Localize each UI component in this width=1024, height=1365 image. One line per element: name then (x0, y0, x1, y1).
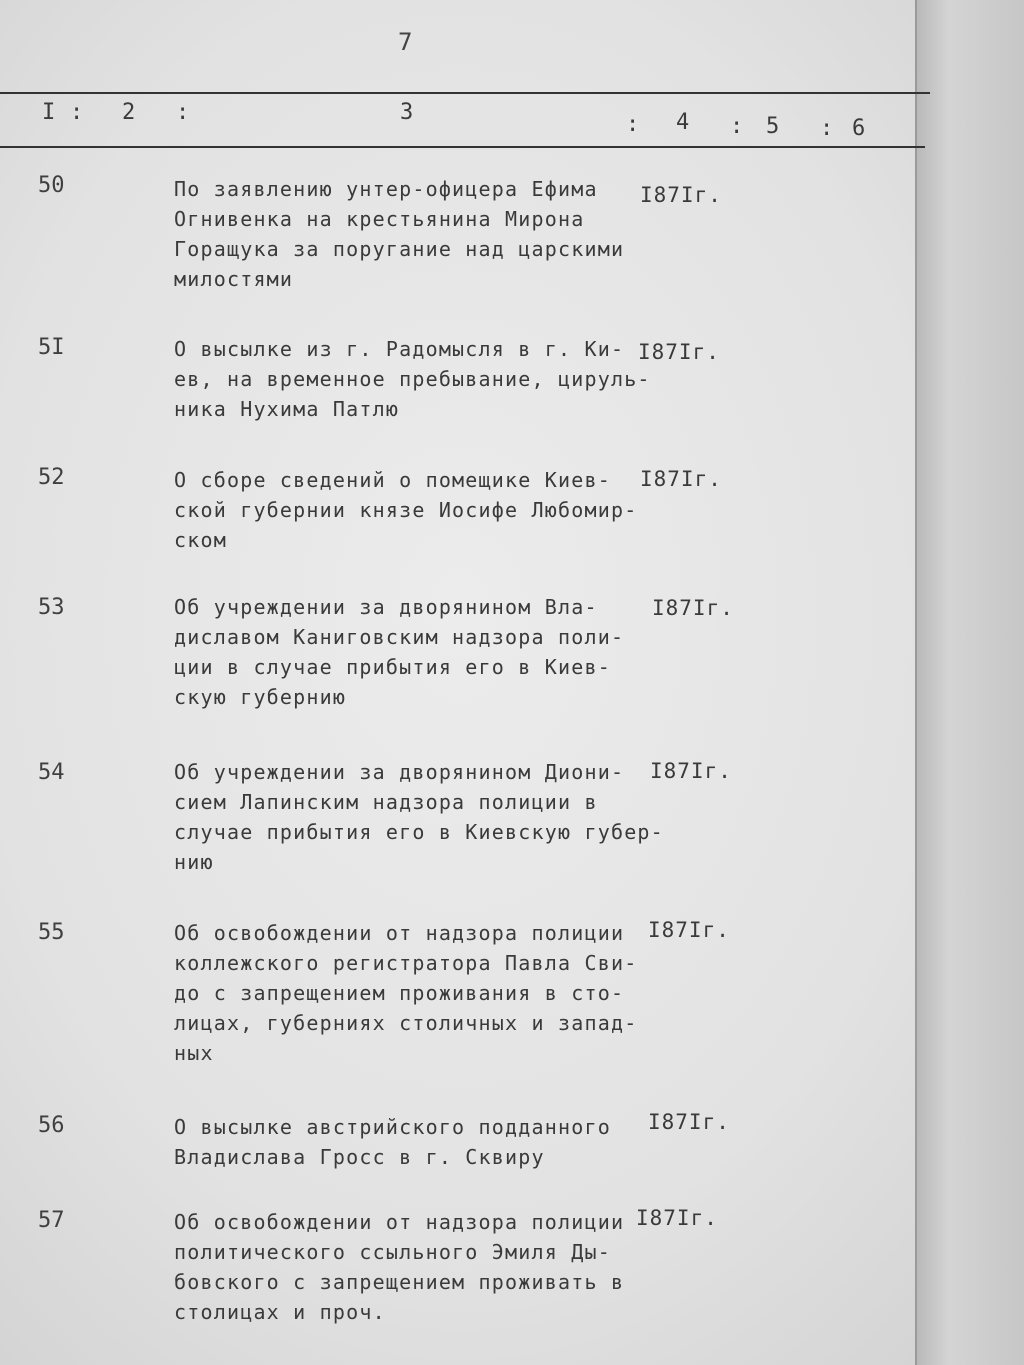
header-rule-bottom (0, 146, 925, 148)
entry-line: милостями (174, 267, 294, 291)
entry-line: ных (174, 1041, 214, 1065)
entry-line: случае прибытия его в Киевскую губер- (174, 820, 664, 844)
entry-year: I87Iг. (640, 183, 722, 207)
entry-line: Владислава Гросс в г. Сквиру (174, 1145, 545, 1169)
entry-description (174, 174, 644, 294)
entry-year: I87Iг. (640, 467, 722, 491)
entry-year: I87Iг. (648, 918, 730, 942)
column-separator: : (820, 116, 834, 141)
entry-line: О высылке из г. Радомысля в г. Ки- (174, 337, 625, 361)
entry-line: нию (174, 850, 214, 874)
entry-line: бовского с запрещением проживать в (174, 1270, 625, 1294)
entry-line: лицах, губерниях столичных и запад- (174, 1011, 638, 1035)
entry-year: I87Iг. (638, 340, 720, 364)
column-separator: : (730, 114, 744, 139)
column-header-1: I (42, 100, 56, 125)
column-header-4: 4 (676, 110, 690, 135)
entry-number: 5I (38, 335, 65, 360)
column-header-5: 5 (766, 114, 780, 139)
entry-line: Об учреждении за дворянином Вла- (174, 595, 598, 619)
column-separator: : (70, 100, 84, 125)
entry-year: I87Iг. (636, 1206, 718, 1230)
entry-line: ции в случае прибытия его в Киев- (174, 655, 611, 679)
column-separator: : (176, 100, 190, 125)
entry-year: I87Iг. (648, 1110, 730, 1134)
entry-line: до с запрещением проживания в сто- (174, 981, 625, 1005)
entry-description (174, 757, 664, 877)
page-edge-shadow (915, 0, 1024, 1365)
entry-description (174, 592, 644, 712)
column-header-2: 2 (122, 100, 136, 125)
entry-number: 55 (38, 920, 65, 945)
entry-line: скую губернию (174, 685, 347, 709)
entry-line: Огнивенка на крестьянина Мирона (174, 207, 585, 231)
entry-line: политического ссыльного Эмиля Ды- (174, 1240, 611, 1264)
entry-description (174, 465, 644, 555)
entry-number: 54 (38, 760, 65, 785)
entry-line: Об освобождении от надзора полиции (174, 1210, 625, 1234)
entry-description (174, 1112, 644, 1172)
entry-year: I87Iг. (650, 759, 732, 783)
entry-line: столицах и проч. (174, 1300, 386, 1324)
entry-line: ском (174, 528, 227, 552)
entry-line: По заявлению унтер-офицера Ефима (174, 177, 598, 201)
entry-line: О высылке австрийского подданного (174, 1115, 611, 1139)
entry-line: О сборе сведений о помещике Киев- (174, 468, 611, 492)
entry-line: Об освобождении от надзора полиции (174, 921, 625, 945)
entry-line: Об учреждении за дворянином Диони- (174, 760, 625, 784)
entry-line: Горащука за поругание над царскими (174, 237, 625, 261)
entry-description (174, 334, 651, 424)
column-separator: : (626, 112, 640, 137)
entry-number: 50 (38, 173, 65, 198)
entry-line: ской губернии князе Иосифе Любомир- (174, 498, 638, 522)
page-number: 7 (398, 28, 413, 56)
header-rule-top (0, 92, 930, 94)
entry-description (174, 1207, 644, 1327)
entry-number: 56 (38, 1113, 65, 1138)
entry-year: I87Iг. (652, 596, 734, 620)
entry-description (174, 918, 644, 1068)
entry-line: диславом Каниговским надзора поли- (174, 625, 625, 649)
entry-line: ника Нухима Патлю (174, 397, 400, 421)
entry-number: 52 (38, 465, 65, 490)
entry-number: 57 (38, 1208, 65, 1233)
entry-line: коллежского регистратора Павла Сви- (174, 951, 638, 975)
column-header-3: 3 (400, 100, 414, 125)
entry-line: сием Лапинским надзора полиции в (174, 790, 598, 814)
entry-line: ев, на временное пребывание, цируль- (174, 367, 651, 391)
column-header-6: 6 (852, 116, 866, 141)
entry-number: 53 (38, 595, 65, 620)
